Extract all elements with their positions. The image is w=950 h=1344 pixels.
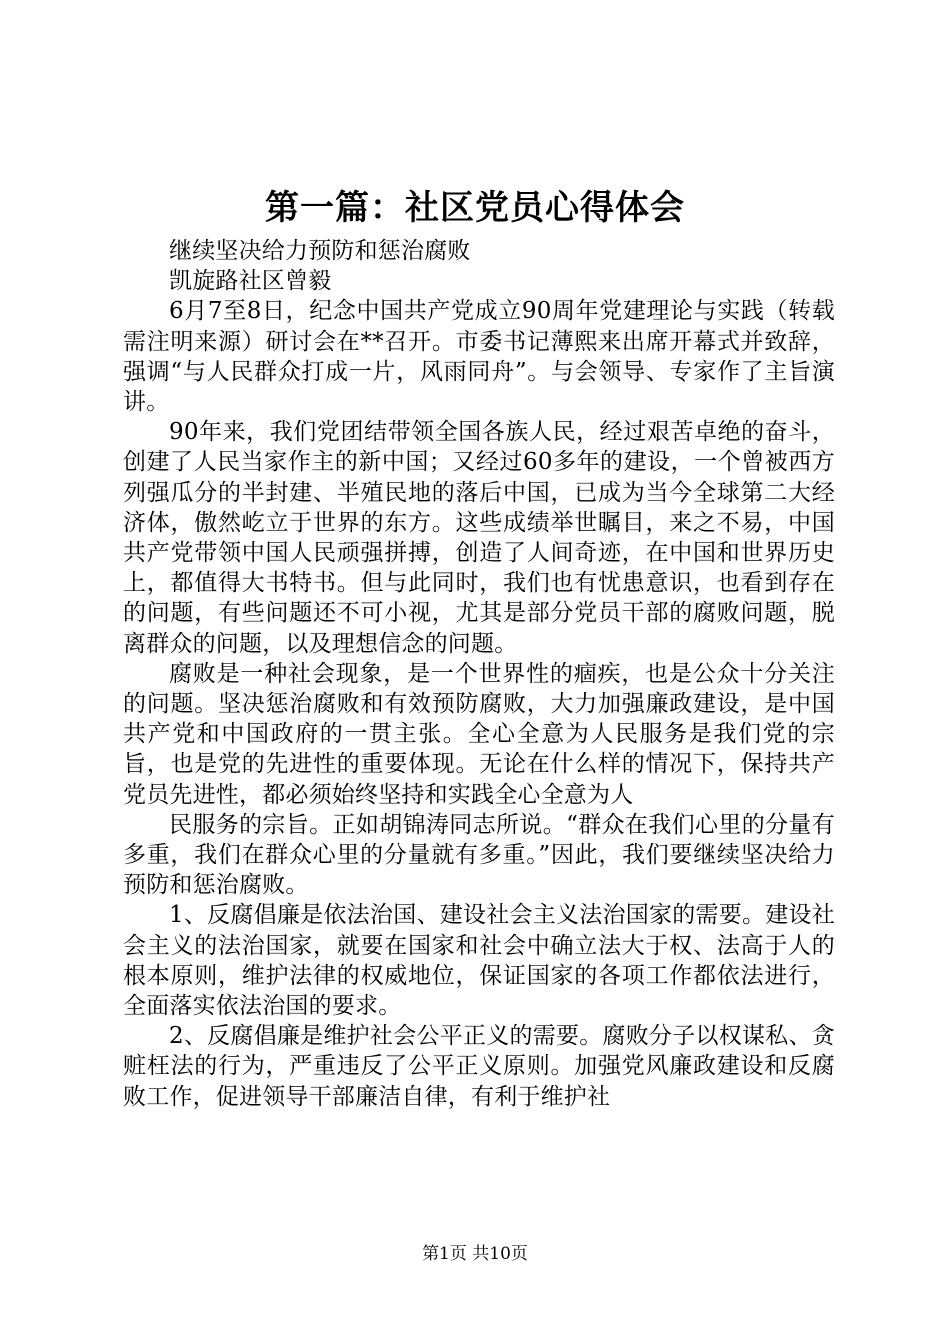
paragraph: 腐败是一种社会现象，是一个世界性的痼疾，也是公众十分关注的问题。坚决惩治腐败和有效预防腐败，大力加强廉政建设，是中国共产党和中国政府的一贯主张。全心全意为人民服务是我们党的宗旨，也是党的先进性的重要体现。无论在什么样的情况下，保持共产党员先进性，都必须始终坚持和实践全心全意为人 <box>123 660 835 808</box>
document-body <box>123 236 835 1112</box>
paragraph: 2、反腐倡廉是维护社会公平正义的需要。腐败分子以权谋私、贪赃枉法的行为，严重违反了公平正义原则。加强党风廉政建设和反腐败工作，促进领导干部廉洁自律，有利于维护社 <box>123 1023 835 1110</box>
paragraph-author: 凯旋路社区曾毅 <box>169 268 332 295</box>
page-footer: 第1页 共10页 <box>422 1244 528 1264</box>
paragraph: 6月7至8日，纪念中国共产党成立90周年党建理论与实践（转载需注明来源）研讨会在**召开。市委书记薄熙来出席开幕式并致辞，强调“与人民群众打成一片，风雨同舟”。与会领导、专家作了主旨演讲。 <box>123 298 835 416</box>
paragraph-subtitle: 继续坚决给力预防和惩治腐败 <box>169 238 471 264</box>
paragraph: 民服务的宗旨。正如胡锦涛同志所说。“群众在我们心里的分量有多重，我们在群众心里的分量就有多重。”因此，我们要继续坚决给力预防和惩治腐败。 <box>123 811 835 899</box>
paragraph: 1、反腐倡廉是依法治国、建设社会主义法治国家的需要。建设社会主义的法治国家，就要在国家和社会中确立法大于权、法高于人的根本原则，维护法律的权威地位，保证国家的各项工作都依法进行，全面落实依法治国的要求。 <box>123 902 835 1020</box>
document-title: 第一篇：社区党员心得体会 <box>265 188 685 228</box>
paragraph: 90年来，我们党团结带领全国各族人民，经过艰苦卓绝的奋斗，创建了人民当家作主的新中国；又经过60多年的建设，一个曾被西方列强瓜分的半封建、半殖民地的落后中国，已成为当今全球第二大经济体，傲然屹立于世界的东方。这些成绩举世瞩目，来之不易，中国共产党带领中国人民顽强拼搏，创造了人间奇迹，在中国和世界历史上，都值得大书特书。但与此同时，我们也有忧患意识，也看到存在的问题，有些问题还不可小视，尤其是部分党员干部的腐败问题，脱离群众的问题，以及理想信念的问题。 <box>123 419 835 657</box>
